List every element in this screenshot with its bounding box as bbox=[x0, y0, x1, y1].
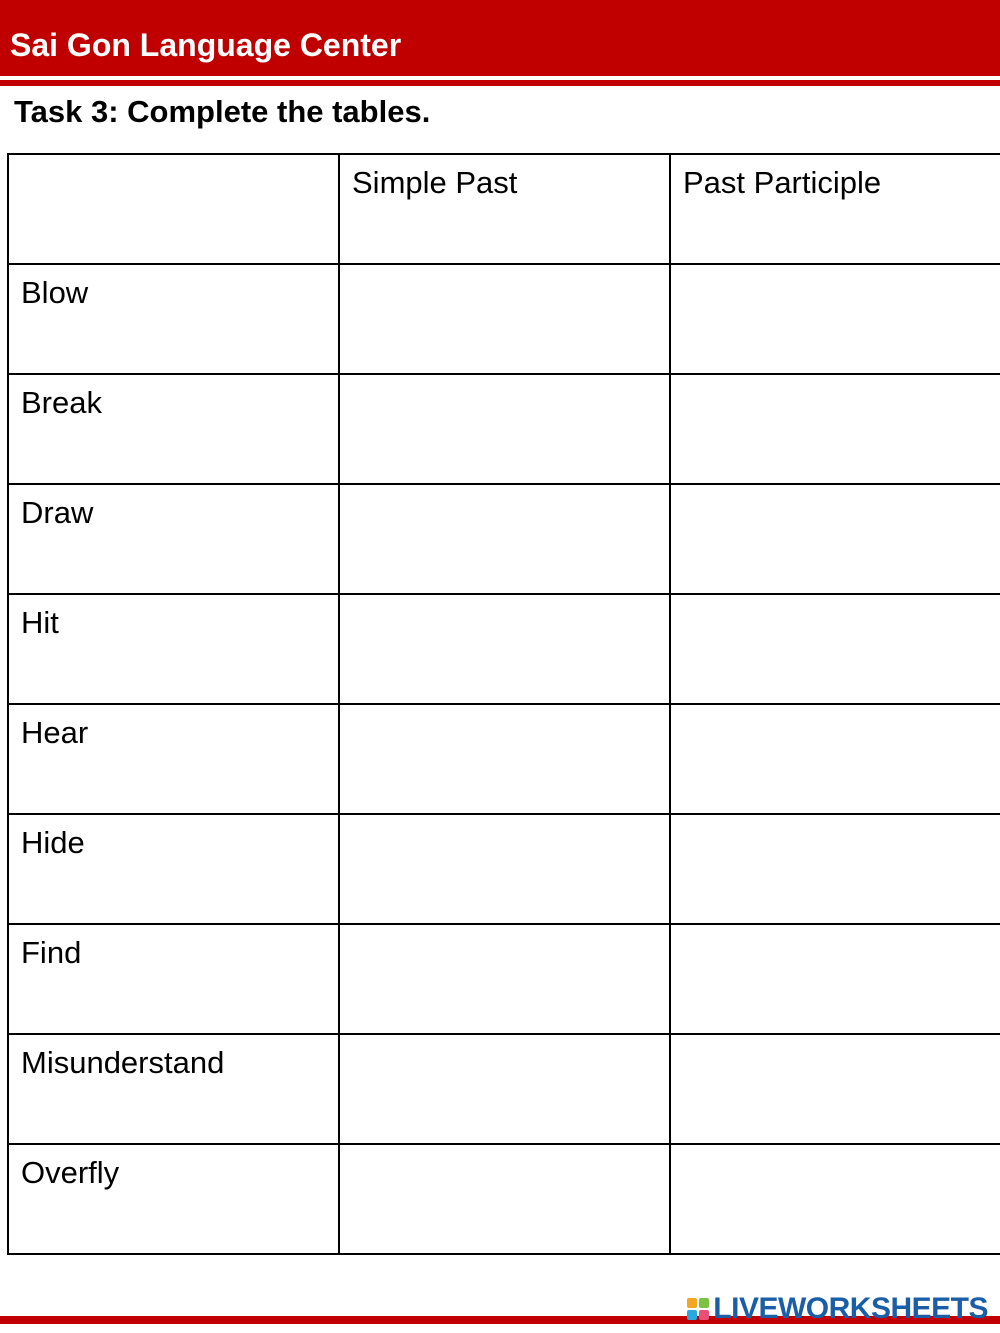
header-cell-verb bbox=[8, 154, 339, 264]
task-title: Task 3: Complete the tables. bbox=[14, 94, 431, 129]
verb-cell: Blow bbox=[8, 264, 339, 374]
table-row bbox=[8, 264, 1000, 374]
simple-past-answer-cell[interactable] bbox=[339, 594, 670, 704]
header-divider bbox=[0, 80, 1000, 86]
header-cell-past-participle: Past Participle bbox=[670, 154, 1000, 264]
past-participle-answer-cell[interactable] bbox=[670, 1144, 1000, 1254]
liveworksheets-logo-icon bbox=[687, 1298, 709, 1320]
verb-cell: Hide bbox=[8, 814, 339, 924]
verb-cell: Overfly bbox=[8, 1144, 339, 1254]
verb-cell: Hit bbox=[8, 594, 339, 704]
brand-name: LIVEWORKSHEETS bbox=[713, 1292, 988, 1325]
simple-past-answer-cell[interactable] bbox=[339, 1034, 670, 1144]
verb-cell: Misunderstand bbox=[8, 1034, 339, 1144]
past-participle-answer-cell[interactable] bbox=[670, 1034, 1000, 1144]
simple-past-answer-cell[interactable] bbox=[339, 1144, 670, 1254]
verb-cell: Hear bbox=[8, 704, 339, 814]
verb-cell: Break bbox=[8, 374, 339, 484]
verb-table bbox=[7, 153, 1000, 1255]
simple-past-answer-cell[interactable] bbox=[339, 484, 670, 594]
past-participle-answer-cell[interactable] bbox=[670, 594, 1000, 704]
header-cell-simple-past: Simple Past bbox=[339, 154, 670, 264]
table-row bbox=[8, 374, 1000, 484]
table-row bbox=[8, 704, 1000, 814]
simple-past-answer-cell[interactable] bbox=[339, 924, 670, 1034]
liveworksheets-brand bbox=[687, 1292, 988, 1326]
simple-past-answer-cell[interactable] bbox=[339, 264, 670, 374]
past-participle-answer-cell[interactable] bbox=[670, 924, 1000, 1034]
past-participle-answer-cell[interactable] bbox=[670, 814, 1000, 924]
table-header-row bbox=[8, 154, 1000, 264]
verb-cell: Draw bbox=[8, 484, 339, 594]
table-row bbox=[8, 1144, 1000, 1254]
table-row bbox=[8, 484, 1000, 594]
past-participle-answer-cell[interactable] bbox=[670, 704, 1000, 814]
header-title: Sai Gon Language Center bbox=[10, 27, 402, 63]
simple-past-answer-cell[interactable] bbox=[339, 814, 670, 924]
table-row bbox=[8, 814, 1000, 924]
simple-past-answer-cell[interactable] bbox=[339, 374, 670, 484]
verb-cell: Find bbox=[8, 924, 339, 1034]
table-row bbox=[8, 1034, 1000, 1144]
table-row bbox=[8, 924, 1000, 1034]
simple-past-answer-cell[interactable] bbox=[339, 704, 670, 814]
table-row bbox=[8, 594, 1000, 704]
past-participle-answer-cell[interactable] bbox=[670, 484, 1000, 594]
past-participle-answer-cell[interactable] bbox=[670, 374, 1000, 484]
past-participle-answer-cell[interactable] bbox=[670, 264, 1000, 374]
